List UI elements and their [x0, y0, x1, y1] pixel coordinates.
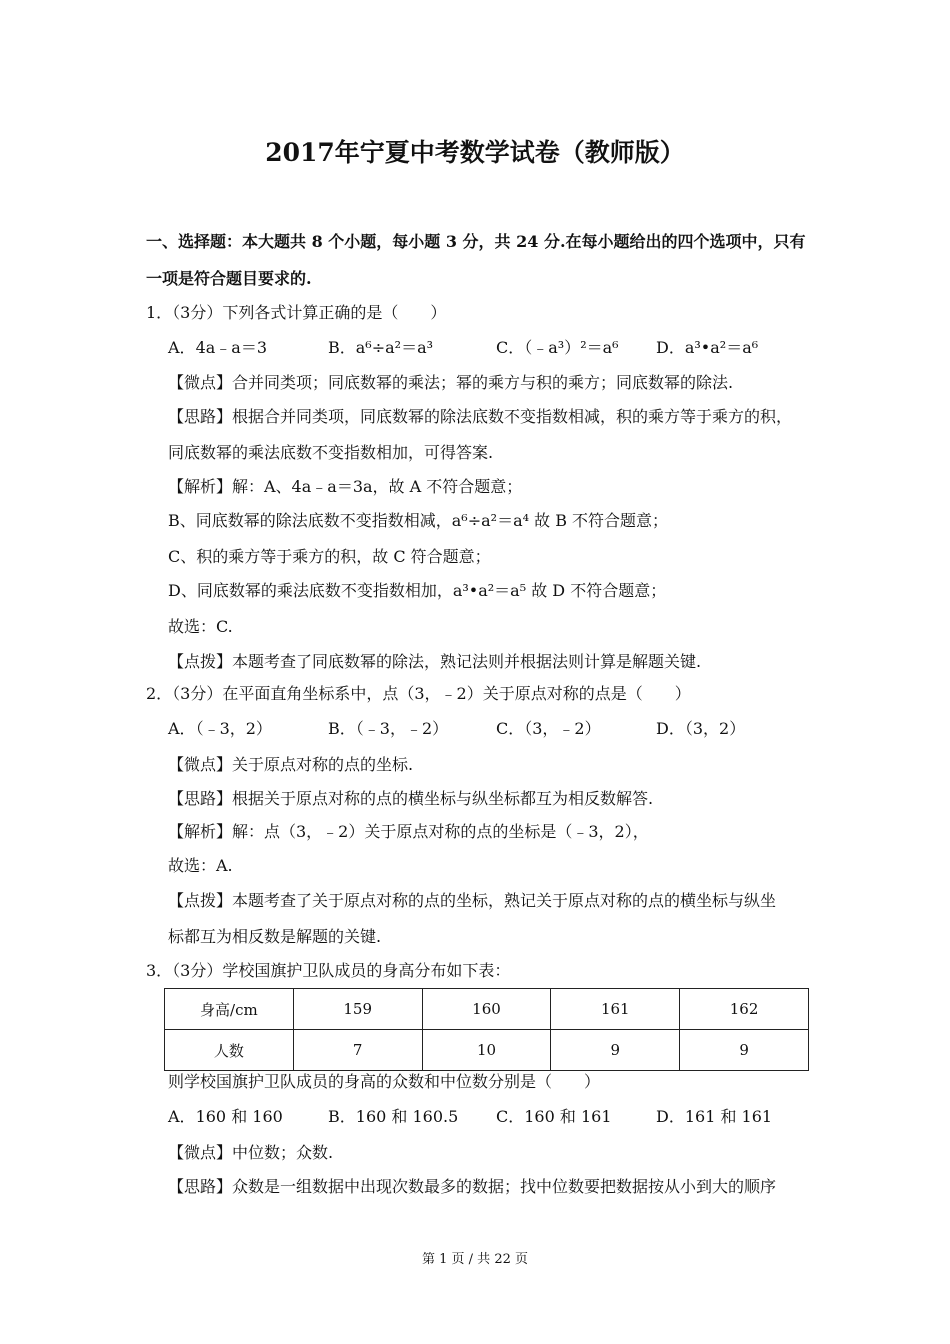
q1-option-c-text: （﹣a³）²＝a⁶ — [524, 338, 619, 357]
q2-option-c-label: C． — [496, 719, 525, 738]
q3-option-b-text: 160 和 160.5 — [355, 1107, 459, 1126]
q3-option-d-label: D． — [656, 1107, 685, 1126]
q3-option-b-label: B． — [328, 1107, 356, 1126]
q1-jiexi-line-2: B、同底数幂的除法底数不变指数相减，a⁶÷a²＝a⁴ 故 B 不符合题意； — [168, 511, 669, 530]
section-heading-line-2: 一项是符合题目要求的. — [146, 269, 312, 288]
q1-answer: 故选：C. — [168, 617, 233, 636]
q2-option-c-text: （3，﹣2） — [524, 719, 601, 738]
q3-question: 则学校国旗护卫队成员的身高的众数和中位数分别是（ ） — [168, 1072, 601, 1091]
q1-option-a — [168, 335, 267, 358]
q2-option-a — [168, 716, 272, 739]
table-cell: 162 — [680, 989, 809, 1030]
q3-weidian: 【微点】中位数；众数. — [168, 1143, 334, 1162]
q1-option-b-text: a⁶÷a²＝a³ — [355, 338, 434, 357]
q3-stem: 3．（3分）学校国旗护卫队成员的身高分布如下表： — [146, 961, 511, 980]
q3-option-a-label: A． — [168, 1107, 196, 1126]
q1-silu-line-1: 【思路】根据合并同类项，同底数幂的除法底数不变指数相减，积的乘方等于乘方的积， — [168, 407, 793, 426]
page-footer: 第 1 页 / 共 22 页 — [422, 1252, 528, 1267]
table-cell: 人数 — [165, 1030, 294, 1071]
table-cell: 7 — [293, 1030, 422, 1071]
q1-option-c — [496, 335, 619, 358]
q3-option-c-label: C． — [496, 1107, 525, 1126]
q3-silu: 【思路】众数是一组数据中出现次数最多的数据；找中位数要把数据按从小到大的顺序 — [168, 1177, 777, 1196]
q1-weidian: 【微点】合并同类项；同底数幂的乘法；幂的乘方与积的乘方；同底数幂的除法. — [168, 373, 734, 392]
q3-option-d-text: 161 和 161 — [684, 1107, 773, 1126]
table-cell: 9 — [680, 1030, 809, 1071]
table-cell: 160 — [422, 989, 551, 1030]
q2-option-b-text: （﹣3，﹣2） — [355, 719, 449, 738]
q2-option-c — [496, 716, 601, 739]
q2-option-d — [656, 716, 745, 739]
q1-option-c-label: C． — [496, 338, 525, 357]
table-cell: 9 — [551, 1030, 680, 1071]
q1-silu-line-2: 同底数幂的乘法底数不变指数相加，可得答案. — [168, 443, 494, 462]
q3-option-a-text: 160 和 160 — [195, 1107, 283, 1126]
q1-dianbo: 【点拨】本题考查了同底数幂的除法，熟记法则并根据法则计算是解题关键. — [168, 652, 702, 671]
q3-option-d — [656, 1104, 772, 1127]
q1-option-d-label: D． — [656, 338, 685, 357]
q2-dianbo-line-1: 【点拨】本题考查了关于原点对称的点的坐标，熟记关于原点对称的点的横坐标与纵坐 — [168, 891, 777, 910]
table-header-row — [165, 989, 809, 1030]
q2-stem: 2．（3分）在平面直角坐标系中，点（3，﹣2）关于原点对称的点是（ ） — [146, 684, 691, 703]
table-row — [165, 1030, 809, 1071]
q3-option-c-text: 160 和 161 — [524, 1107, 612, 1126]
table-cell: 161 — [551, 989, 680, 1030]
q1-option-d — [656, 335, 758, 358]
q3-option-c — [496, 1104, 612, 1127]
q2-option-a-text: （﹣3，2） — [195, 719, 272, 738]
section-heading-line-1: 一、选择题：本大题共 8 个小题，每小题 3 分，共 24 分.在每小题给出的四个选项中，只有 — [146, 232, 806, 251]
table-cell: 159 — [293, 989, 422, 1030]
q1-jiexi-line-3: C、积的乘方等于乘方的积，故 C 符合题意； — [168, 547, 491, 566]
q2-weidian: 【微点】关于原点对称的点的坐标. — [168, 755, 414, 774]
q3-option-b — [328, 1104, 458, 1127]
q1-option-d-text: a³•a²＝a⁶ — [684, 338, 759, 357]
q3-option-a — [168, 1104, 283, 1127]
q1-jiexi-line-4: D、同底数幂的乘法底数不变指数相加，a³•a²＝a⁵ 故 D 不符合题意； — [168, 581, 667, 600]
table-cell: 10 — [422, 1030, 551, 1071]
page-title: 2017年宁夏中考数学试卷（教师版） — [265, 138, 685, 167]
q2-dianbo-line-2: 标都互为相反数是解题的关键. — [168, 927, 382, 946]
q2-option-b-label: B． — [328, 719, 356, 738]
table-cell: 身高/cm — [165, 989, 294, 1030]
q1-option-a-text: 4a﹣a＝3 — [195, 338, 268, 357]
q2-option-d-text: （3，2） — [684, 719, 746, 738]
q2-answer: 故选：A. — [168, 856, 233, 875]
q2-jiexi: 【解析】解：点（3，﹣2）关于原点对称的点的坐标是（﹣3，2）， — [168, 822, 649, 841]
q2-option-b — [328, 716, 448, 739]
q2-silu: 【思路】根据关于原点对称的点的横坐标与纵坐标都互为相反数解答. — [168, 789, 654, 808]
height-distribution-table — [164, 988, 809, 1071]
q1-stem: 1．（3分）下列各式计算正确的是（ ） — [146, 303, 447, 322]
q1-option-a-label: A． — [168, 338, 196, 357]
q1-option-b — [328, 335, 433, 358]
q2-option-a-label: A． — [168, 719, 196, 738]
q1-jiexi-line-1: 【解析】解：A、4a﹣a＝3a，故 A 不符合题意； — [168, 477, 523, 496]
q1-option-b-label: B． — [328, 338, 356, 357]
q2-option-d-label: D． — [656, 719, 685, 738]
